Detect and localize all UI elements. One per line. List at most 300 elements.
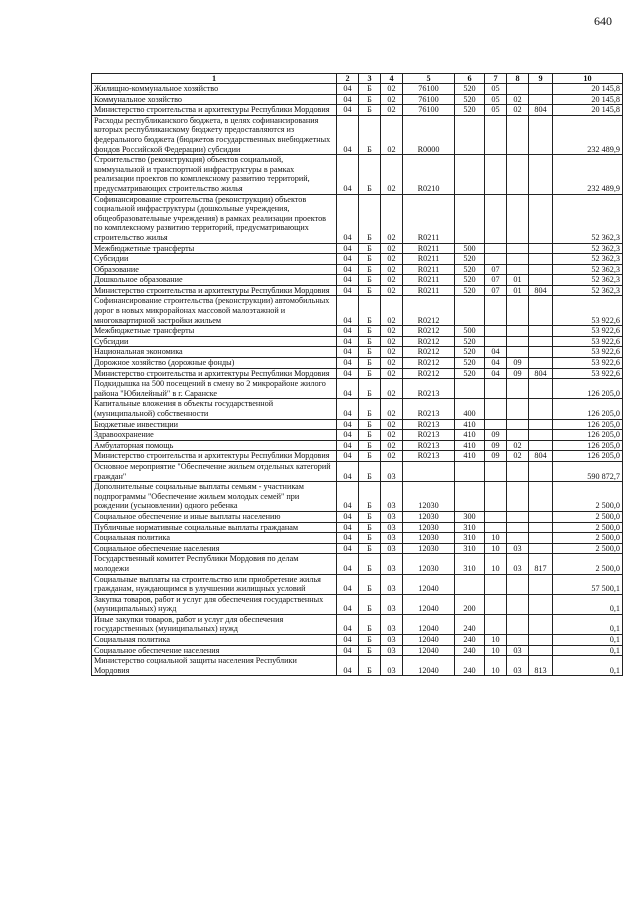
kvsr-code: 04	[337, 243, 359, 254]
subprogram-code: 02	[381, 275, 403, 286]
row-name: Межбюджетные трансферты	[92, 243, 337, 254]
section-code	[485, 296, 507, 326]
ministry-code	[529, 254, 553, 265]
type-code: 200	[455, 594, 485, 614]
row-name: Социальное обеспечение населения	[92, 645, 337, 656]
row-name: Подкидышка на 500 посещений в смену во 2 микрорайоне жилого района "Юбилейный" в г. Саранске	[92, 379, 337, 399]
ministry-code	[529, 399, 553, 419]
amount-value: 52 362,3	[553, 275, 623, 286]
ministry-code: 817	[529, 554, 553, 574]
program-code: Б	[359, 635, 381, 646]
kvsr-code: 04	[337, 155, 359, 194]
program-code: Б	[359, 336, 381, 347]
row-name: Дополнительные социальные выплаты семьям - участникам подпрограммы "Обеспечение жильем молодых семей" при рождении (усыновлении) одного ребенка	[92, 482, 337, 512]
subsection-code	[507, 84, 529, 95]
row-name: Социальное обеспечение населения	[92, 543, 337, 554]
table-row	[92, 574, 623, 594]
amount-value: 20 145,8	[553, 94, 623, 105]
row-name: Дорожное хозяйство (дорожные фонды)	[92, 358, 337, 369]
kvsr-code: 04	[337, 275, 359, 286]
program-code: Б	[359, 358, 381, 369]
expense-code: 12040	[403, 614, 455, 634]
section-code	[485, 336, 507, 347]
table-row	[92, 264, 623, 275]
section-code: 10	[485, 543, 507, 554]
table-row	[92, 614, 623, 634]
table-row	[92, 594, 623, 614]
section-code: 05	[485, 84, 507, 95]
section-code: 07	[485, 285, 507, 296]
amount-value: 53 922,6	[553, 358, 623, 369]
table-row	[92, 451, 623, 462]
amount-value: 52 362,3	[553, 264, 623, 275]
program-code: Б	[359, 511, 381, 522]
kvsr-code: 04	[337, 399, 359, 419]
section-code	[485, 461, 507, 481]
expense-code: 76100	[403, 94, 455, 105]
subsection-code	[507, 482, 529, 512]
subsection-code	[507, 574, 529, 594]
row-name: Иные закупки товаров, работ и услуг для обеспечения государственных (муниципальных) нужд	[92, 614, 337, 634]
row-name: Жилищно-коммунальное хозяйство	[92, 84, 337, 95]
kvsr-code: 04	[337, 194, 359, 243]
type-code	[455, 296, 485, 326]
ministry-code	[529, 440, 553, 451]
kvsr-code: 04	[337, 336, 359, 347]
expense-code: R0212	[403, 296, 455, 326]
expense-code: R0212	[403, 358, 455, 369]
row-name: Министерство строительства и архитектуры Республики Мордовия	[92, 105, 337, 116]
column-header: 10	[553, 74, 623, 84]
section-code	[485, 194, 507, 243]
ministry-code	[529, 358, 553, 369]
section-code: 04	[485, 358, 507, 369]
table-row	[92, 511, 623, 522]
row-name: Социальные выплаты на строительство или приобретение жилья гражданам, нуждающимся в улучшении жилищных условий	[92, 574, 337, 594]
expense-code: R0213	[403, 419, 455, 430]
expense-code: R0211	[403, 243, 455, 254]
amount-value: 126 205,0	[553, 451, 623, 462]
subprogram-code: 03	[381, 554, 403, 574]
program-code: Б	[359, 194, 381, 243]
section-code: 10	[485, 656, 507, 676]
program-code: Б	[359, 554, 381, 574]
table-row	[92, 326, 623, 337]
subprogram-code: 03	[381, 574, 403, 594]
row-name: Публичные нормативные социальные выплаты гражданам	[92, 522, 337, 533]
program-code: Б	[359, 368, 381, 379]
ministry-code	[529, 347, 553, 358]
expense-code: 12030	[403, 543, 455, 554]
subsection-code: 03	[507, 543, 529, 554]
expense-code: R0211	[403, 194, 455, 243]
subprogram-code: 03	[381, 461, 403, 481]
subprogram-code: 03	[381, 656, 403, 676]
program-code: Б	[359, 430, 381, 441]
amount-value: 52 362,3	[553, 243, 623, 254]
section-code: 09	[485, 430, 507, 441]
section-code: 07	[485, 264, 507, 275]
subsection-code	[507, 264, 529, 275]
row-name: Межбюджетные трансферты	[92, 326, 337, 337]
ministry-code	[529, 594, 553, 614]
subprogram-code: 02	[381, 84, 403, 95]
expense-code: 12040	[403, 574, 455, 594]
section-code: 09	[485, 451, 507, 462]
type-code: 400	[455, 399, 485, 419]
table-row	[92, 296, 623, 326]
subsection-code	[507, 326, 529, 337]
row-name: Коммунальное хозяйство	[92, 94, 337, 105]
program-code: Б	[359, 94, 381, 105]
subsection-code	[507, 511, 529, 522]
section-code	[485, 574, 507, 594]
subprogram-code: 02	[381, 296, 403, 326]
ministry-code: 804	[529, 285, 553, 296]
table-row	[92, 94, 623, 105]
program-code: Б	[359, 347, 381, 358]
ministry-code	[529, 482, 553, 512]
amount-value: 0,1	[553, 614, 623, 634]
type-code: 410	[455, 451, 485, 462]
amount-value: 2 500,0	[553, 511, 623, 522]
type-code: 310	[455, 554, 485, 574]
expense-code: R0212	[403, 326, 455, 337]
subsection-code	[507, 635, 529, 646]
ministry-code	[529, 264, 553, 275]
program-code: Б	[359, 482, 381, 512]
ministry-code: 804	[529, 105, 553, 116]
type-code	[455, 461, 485, 481]
section-code	[485, 243, 507, 254]
subsection-code: 03	[507, 645, 529, 656]
table-row	[92, 482, 623, 512]
ministry-code	[529, 614, 553, 634]
type-code	[455, 155, 485, 194]
program-code: Б	[359, 326, 381, 337]
ministry-code	[529, 533, 553, 544]
section-code: 10	[485, 554, 507, 574]
section-code	[485, 326, 507, 337]
subsection-code	[507, 614, 529, 634]
subprogram-code: 03	[381, 594, 403, 614]
kvsr-code: 04	[337, 285, 359, 296]
type-code	[455, 194, 485, 243]
program-code: Б	[359, 296, 381, 326]
type-code: 520	[455, 84, 485, 95]
ministry-code	[529, 296, 553, 326]
expense-code: 12040	[403, 594, 455, 614]
type-code: 520	[455, 358, 485, 369]
subprogram-code: 03	[381, 511, 403, 522]
subsection-code: 09	[507, 358, 529, 369]
subprogram-code: 02	[381, 155, 403, 194]
row-name: Национальная экономика	[92, 347, 337, 358]
subprogram-code: 02	[381, 336, 403, 347]
row-name: Бюджетные инвестиции	[92, 419, 337, 430]
row-name: Закупка товаров, работ и услуг для обеспечения государственных (муниципальных) нужд	[92, 594, 337, 614]
section-code: 05	[485, 105, 507, 116]
section-code	[485, 594, 507, 614]
section-code	[485, 155, 507, 194]
subsection-code	[507, 430, 529, 441]
table-row	[92, 533, 623, 544]
expense-code: R0213	[403, 430, 455, 441]
amount-value: 0,1	[553, 645, 623, 656]
amount-value: 2 500,0	[553, 554, 623, 574]
table-row	[92, 440, 623, 451]
kvsr-code: 04	[337, 254, 359, 265]
kvsr-code: 04	[337, 419, 359, 430]
row-name: Расходы республиканского бюджета, в целях софинансирования которых республиканскому бюджету предоставляются из федерального бюджета (бюджетов государственных внебюджетных фондов Российской Федерации) субсидии	[92, 115, 337, 154]
table-row	[92, 430, 623, 441]
subprogram-code: 02	[381, 451, 403, 462]
kvsr-code: 04	[337, 440, 359, 451]
row-name: Министерство строительства и архитектуры Республики Мордовия	[92, 451, 337, 462]
column-header: 3	[359, 74, 381, 84]
ministry-code	[529, 275, 553, 286]
kvsr-code: 04	[337, 522, 359, 533]
subprogram-code: 02	[381, 358, 403, 369]
subsection-code: 01	[507, 275, 529, 286]
subprogram-code: 02	[381, 194, 403, 243]
program-code: Б	[359, 275, 381, 286]
subprogram-code: 02	[381, 285, 403, 296]
amount-value: 52 362,3	[553, 285, 623, 296]
expense-code: 12030	[403, 482, 455, 512]
amount-value: 126 205,0	[553, 440, 623, 451]
table-row	[92, 358, 623, 369]
amount-value: 126 205,0	[553, 419, 623, 430]
expense-code	[403, 461, 455, 481]
program-code: Б	[359, 419, 381, 430]
kvsr-code: 04	[337, 430, 359, 441]
table-row	[92, 115, 623, 154]
type-code: 240	[455, 635, 485, 646]
subsection-code	[507, 533, 529, 544]
ministry-code	[529, 115, 553, 154]
kvsr-code: 04	[337, 574, 359, 594]
kvsr-code: 04	[337, 347, 359, 358]
subprogram-code: 03	[381, 614, 403, 634]
ministry-code	[529, 635, 553, 646]
type-code: 410	[455, 440, 485, 451]
amount-value: 20 145,8	[553, 105, 623, 116]
type-code: 520	[455, 285, 485, 296]
type-code: 520	[455, 94, 485, 105]
expense-code: R0213	[403, 379, 455, 399]
type-code	[455, 379, 485, 399]
ministry-code	[529, 94, 553, 105]
type-code: 520	[455, 275, 485, 286]
section-code: 04	[485, 368, 507, 379]
program-code: Б	[359, 264, 381, 275]
program-code: Б	[359, 399, 381, 419]
expense-code: 12030	[403, 511, 455, 522]
ministry-code	[529, 461, 553, 481]
kvsr-code: 04	[337, 511, 359, 522]
expense-code: 76100	[403, 105, 455, 116]
expense-code: R0211	[403, 275, 455, 286]
kvsr-code: 04	[337, 594, 359, 614]
program-code: Б	[359, 645, 381, 656]
section-code: 10	[485, 635, 507, 646]
subprogram-code: 02	[381, 368, 403, 379]
table-row	[92, 84, 623, 95]
row-name: Основное мероприятие "Обеспечение жильем отдельных категорий граждан"	[92, 461, 337, 481]
row-name: Строительство (реконструкция) объектов социальной, коммунальной и транспортной инфраструктуры в рамках реализации проектов по комплексному развитию территорий, предусматривающих строительство жилья	[92, 155, 337, 194]
section-code	[485, 522, 507, 533]
expense-code: 12040	[403, 656, 455, 676]
section-code: 09	[485, 440, 507, 451]
column-header: 8	[507, 74, 529, 84]
table-row	[92, 368, 623, 379]
program-code: Б	[359, 461, 381, 481]
kvsr-code: 04	[337, 368, 359, 379]
type-code: 520	[455, 336, 485, 347]
subsection-code	[507, 296, 529, 326]
ministry-code	[529, 379, 553, 399]
amount-value: 2 500,0	[553, 543, 623, 554]
amount-value: 0,1	[553, 635, 623, 646]
subprogram-code: 03	[381, 533, 403, 544]
table-row	[92, 461, 623, 481]
row-name: Министерство строительства и архитектуры Республики Мордовия	[92, 285, 337, 296]
subsection-code: 03	[507, 656, 529, 676]
section-code	[485, 419, 507, 430]
section-code	[485, 511, 507, 522]
subprogram-code: 03	[381, 635, 403, 646]
type-code: 500	[455, 243, 485, 254]
subsection-code	[507, 243, 529, 254]
subprogram-code: 02	[381, 254, 403, 265]
row-name: Субсидии	[92, 336, 337, 347]
amount-value: 232 489,9	[553, 115, 623, 154]
subprogram-code: 02	[381, 94, 403, 105]
row-name: Софинансирование строительства (реконструкции) объектов социальной инфраструктуры (дошкольные учреждения, общеобразовательные учреждения) в рамках реализации проектов по комплексному развитию территорий, предусматривающих строительство жилья	[92, 194, 337, 243]
ministry-code	[529, 326, 553, 337]
section-code: 10	[485, 645, 507, 656]
program-code: Б	[359, 105, 381, 116]
subsection-code	[507, 379, 529, 399]
expense-code: R0000	[403, 115, 455, 154]
subsection-code: 09	[507, 368, 529, 379]
subsection-code	[507, 115, 529, 154]
row-name: Образование	[92, 264, 337, 275]
kvsr-code: 04	[337, 543, 359, 554]
row-name: Министерство социальной защиты населения Республики Мордовия	[92, 656, 337, 676]
type-code: 410	[455, 419, 485, 430]
type-code: 300	[455, 511, 485, 522]
subsection-code	[507, 336, 529, 347]
type-code: 310	[455, 543, 485, 554]
program-code: Б	[359, 574, 381, 594]
subprogram-code: 02	[381, 243, 403, 254]
subprogram-code: 02	[381, 399, 403, 419]
subsection-code	[507, 522, 529, 533]
amount-value: 53 922,6	[553, 368, 623, 379]
column-header: 6	[455, 74, 485, 84]
kvsr-code: 04	[337, 645, 359, 656]
section-code	[485, 399, 507, 419]
expense-code: 76100	[403, 84, 455, 95]
program-code: Б	[359, 84, 381, 95]
kvsr-code: 04	[337, 614, 359, 634]
subprogram-code: 03	[381, 522, 403, 533]
table-row	[92, 243, 623, 254]
expense-code: R0212	[403, 368, 455, 379]
section-code	[485, 614, 507, 634]
table-row	[92, 336, 623, 347]
expense-code: R0212	[403, 336, 455, 347]
table-row	[92, 347, 623, 358]
amount-value: 232 489,9	[553, 155, 623, 194]
row-name: Дошкольное образование	[92, 275, 337, 286]
amount-value: 2 500,0	[553, 522, 623, 533]
type-code: 240	[455, 656, 485, 676]
subprogram-code: 02	[381, 430, 403, 441]
amount-value: 53 922,6	[553, 336, 623, 347]
column-header: 9	[529, 74, 553, 84]
amount-value: 590 872,7	[553, 461, 623, 481]
program-code: Б	[359, 440, 381, 451]
ministry-code	[529, 645, 553, 656]
amount-value: 53 922,6	[553, 296, 623, 326]
subsection-code	[507, 194, 529, 243]
kvsr-code: 04	[337, 554, 359, 574]
subprogram-code: 02	[381, 264, 403, 275]
program-code: Б	[359, 451, 381, 462]
amount-value: 126 205,0	[553, 430, 623, 441]
type-code	[455, 115, 485, 154]
type-code: 310	[455, 522, 485, 533]
type-code: 520	[455, 264, 485, 275]
row-name: Государственный комитет Республики Мордовия по делам молодежи	[92, 554, 337, 574]
amount-value: 53 922,6	[553, 326, 623, 337]
kvsr-code: 04	[337, 461, 359, 481]
kvsr-code: 04	[337, 84, 359, 95]
ministry-code: 804	[529, 451, 553, 462]
type-code	[455, 482, 485, 512]
ministry-code	[529, 511, 553, 522]
ministry-code: 804	[529, 368, 553, 379]
table-row	[92, 554, 623, 574]
table-row	[92, 379, 623, 399]
kvsr-code: 04	[337, 451, 359, 462]
row-name: Амбулаторная помощь	[92, 440, 337, 451]
ministry-code	[529, 194, 553, 243]
type-code: 240	[455, 645, 485, 656]
expense-code: 12040	[403, 645, 455, 656]
section-code	[485, 115, 507, 154]
expense-code: R0213	[403, 451, 455, 462]
program-code: Б	[359, 254, 381, 265]
program-code: Б	[359, 533, 381, 544]
subsection-code	[507, 419, 529, 430]
amount-value: 2 500,0	[553, 533, 623, 544]
type-code: 410	[455, 430, 485, 441]
subsection-code: 02	[507, 105, 529, 116]
subprogram-code: 02	[381, 115, 403, 154]
program-code: Б	[359, 522, 381, 533]
subprogram-code: 02	[381, 379, 403, 399]
table-row	[92, 635, 623, 646]
kvsr-code: 04	[337, 358, 359, 369]
type-code: 500	[455, 326, 485, 337]
kvsr-code: 04	[337, 264, 359, 275]
section-code: 04	[485, 347, 507, 358]
amount-value: 126 205,0	[553, 399, 623, 419]
